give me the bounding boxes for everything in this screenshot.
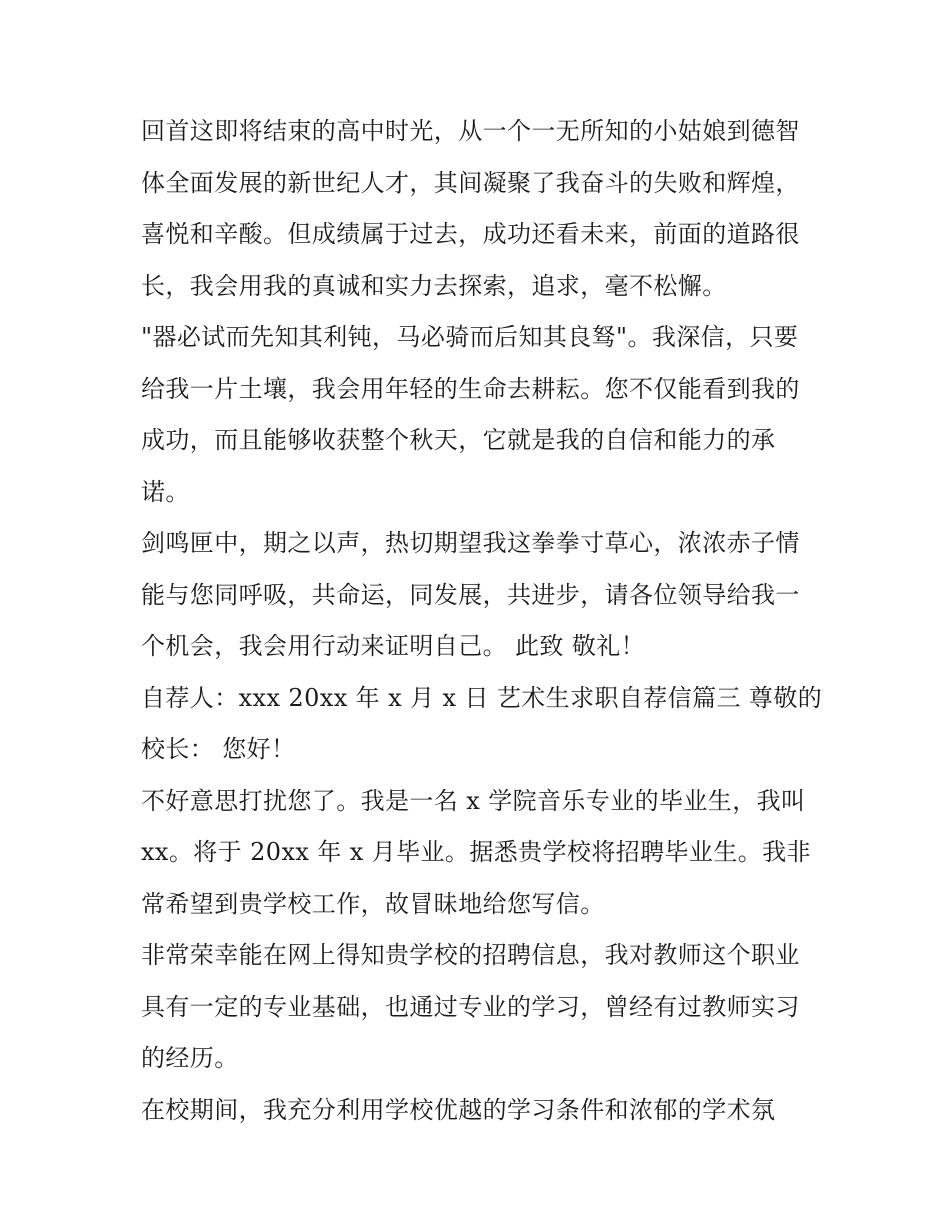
text-line: 诺。: [141, 477, 190, 506]
text-line: "器必试而先知其利钝，马必骑而后知其良驽"。我深信，只要: [141, 323, 799, 351]
text-line: 自荐人：xxx 20xx 年 x 月 x 日 艺术生求职自荐信篇三 尊敬的: [141, 683, 823, 712]
text-line: 个机会，我会用行动来证明自己。 此致 敬礼！: [141, 632, 646, 660]
text-line: 非常荣幸能在网上得知贵学校的招聘信息，我对教师这个职业: [141, 941, 800, 969]
text-line: 喜悦和辛酸。但成绩属于过去，成功还看未来，前面的道路很: [141, 220, 800, 248]
text-line: 不好意思打扰您了。我是一名 x 学院音乐专业的毕业生，我叫: [141, 786, 806, 815]
text-line: 校长： 您好！: [141, 735, 296, 763]
text-line: 成功，而且能够收获整个秋天，它就是我的自信和能力的承: [141, 426, 776, 454]
text-line: 具有一定的专业基础，也通过专业的学习，曾经有过教师实习: [141, 992, 800, 1021]
text-line: xx。将于 20xx 年 x 月毕业。据悉贵学校将招聘毕业生。我非: [141, 838, 811, 866]
text-line: 给我一片土壤，我会用年轻的生命去耕耘。您不仅能看到我的: [141, 374, 800, 403]
text-line: 体全面发展的新世纪人才，其间凝聚了我奋斗的失败和辉煌，: [141, 168, 800, 197]
text-line: 在校期间，我充分利用学校优越的学习条件和浓郁的学术氛: [141, 1095, 776, 1124]
text-line: 长，我会用我的真诚和实力去探索，追求，毫不松懈。: [141, 271, 727, 300]
letter-body: [141, 106, 821, 1136]
text-line: 的经历。: [141, 1044, 239, 1072]
text-line: 回首这即将结束的高中时光，从一个一无所知的小姑娘到德智: [141, 117, 800, 145]
text-line: 常希望到贵学校工作，故冒昧地给您写信。: [141, 889, 605, 918]
text-line: 能与您同呼吸，共命运，同发展，共进步，请各位领导给我一: [141, 580, 800, 609]
text-line: 剑鸣匣中，期之以声，热切期望我这拳拳寸草心，浓浓赤子情: [141, 529, 800, 557]
